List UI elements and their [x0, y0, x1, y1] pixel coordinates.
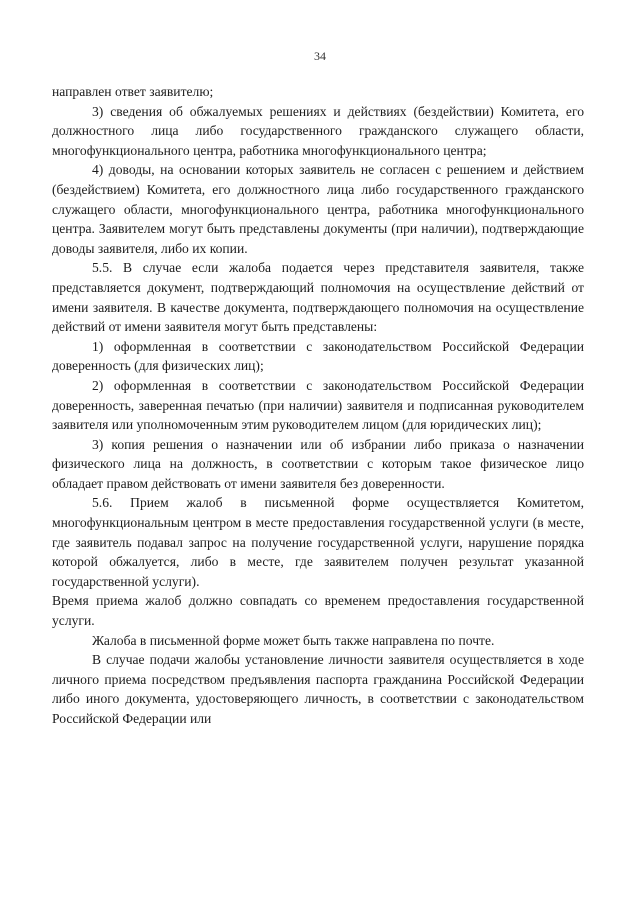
paragraph-by-mail: Жалоба в письменной форме может быть также направлена по почте. — [92, 632, 495, 648]
paragraph-response-sent: направлен ответ заявителю; — [52, 84, 214, 99]
paragraph-item-3-appointment-decision: 3) копия решения о назначении или об избрании либо приказа о назначении физического лица на должность, в соответствии с которым такое физическое лицо обладает правом действовать от имени заявителя без доверенности. — [52, 436, 584, 491]
document-body — [52, 82, 584, 729]
paragraph-reception-time: Время приема жалоб должно совпадать со временем предоставления государственной услуги. — [52, 593, 584, 629]
page-number: 34 — [314, 49, 326, 63]
paragraph-item-2-power-of-attorney-legal-entities: 2) оформленная в соответствии с законодательством Российской Федерации доверенность, заверенная печатью (при наличии) заявителя и подписанная руководителем заявителя или уполномоченным этим руководителем лицом (для юридических лиц); — [52, 377, 584, 433]
paragraph-5-5-representative: 5.5. В случае если жалоба подается через представителя заявителя, также представляется документ, подтверждающий полномочия на осуществление действий от имени заявителя. В качестве документа, подтверждающего полномочия на осуществление действий от имени заявителя могут быть представлены: — [52, 260, 584, 335]
paragraph-5-6-written-complaints: 5.6. Прием жалоб в письменной форме осуществляется Комитетом, многофункциональным центром в месте предоставления государственной услуги (в месте, где заявитель подавал запрос на получение государственной услуги, нарушение порядка которой обжалуется, либо в месте, где заявителем получен результат указанной государственной услуги). — [52, 495, 584, 589]
paragraph-item-4-arguments: 4) доводы, на основании которых заявитель не согласен с решением и действием (бездействием) Комитета, его должностного лица либо государственного гражданского служащего области, многофункционального центра, работника многофункционального центра. Заявителем могут быть представлены документы (при наличии), подтверждающие доводы заявителя, либо их копии. — [52, 162, 584, 256]
paragraph-item-1-power-of-attorney-individuals: 1) оформленная в соответствии с законодательством Российской Федерации доверенность (для физических лиц); — [52, 338, 584, 374]
paragraph-identity-verification: В случае подачи жалобы установление личности заявителя осуществляется в ходе личного приема посредством предъявления паспорта гражданина Российской Федерации либо иного документа, удостоверяющего личность, в соответствии с законодательством Российской Федерации или — [52, 652, 584, 726]
paragraph-item-3-appealed-decisions: 3) сведения об обжалуемых решениях и действиях (бездействии) Комитета, его должностного лица либо государственного гражданского служащего области, многофункционального центра, работника многофункционального центра; — [52, 103, 584, 158]
